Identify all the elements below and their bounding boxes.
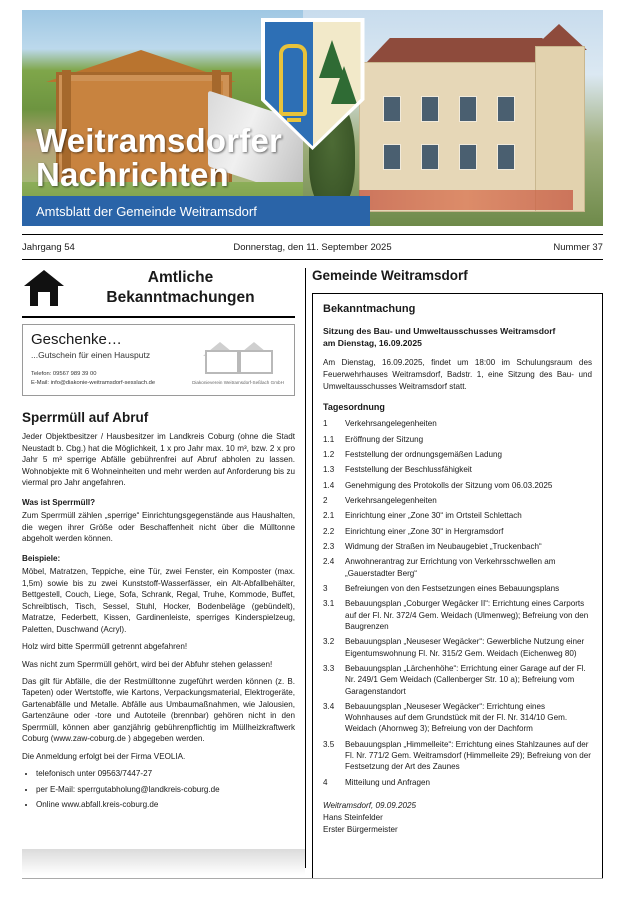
masthead-title-line2: Nachrichten — [36, 155, 229, 193]
agenda-list — [323, 418, 592, 788]
article-paragraph-3: Möbel, Matratzen, Teppiche, eine Tür, zwei Fenster, ein Komposter (max. 1,5m) sowie bis zu zwei Kunststoff-Wasserfässer, ein Alt-Abfallbehälter, Bettgestell, Couch, Liege, Sofa, Schrank, Regal, Truhe, Kommode, Buffet, Schreibtisch, Tisch, Sessel, Stuhl, Hocker, Bodenbeläge (gebündelt), Matratze, Federbett, Kissen, Gardinenleiste, sperriges Kinderspielzeug, Paletten, Duschwand (Acryl). — [22, 567, 295, 634]
window-icon — [383, 96, 401, 122]
agenda-item-text: Bebauungsplan „Neuseser Wegäcker“: Errichtung eines Wohnhauses auf dem Grundstück mit der Fl. Nr. 314/10 Gem. Weidach (Ahornweg 3); Befreiung von der Dachform — [345, 701, 568, 734]
agenda-item — [323, 480, 592, 491]
contact-option-online: Online www.abfall.kreis-coburg.de — [36, 799, 159, 809]
article-paragraph-6: Das gilt für Abfälle, die der Restmülltonne zugeführt werden können (z. B. Tapeten) oder Wertstoffe, wie Kartons, Verpackungsmaterial, Elektrogeräte, Gartenabfälle und Metalle. Abfälle aus Umbaumaßnahmen, wie Jalousien, Gartenzäune oder -tore und Autoteile (brennbar) gehören nicht in den Sperrmüll, können aber ganzjährig gebührenpflichtig im Müllheizkraftwerk Coburg (www.zaw-coburg.de ) abgegeben werden. — [22, 677, 295, 744]
right-column — [312, 268, 603, 868]
agenda-item — [323, 598, 592, 632]
official-announcements-title — [66, 268, 295, 308]
agenda-title: Tagesordnung — [323, 402, 385, 413]
agenda-item-number: 1.2 — [323, 449, 335, 459]
agenda-item-text: Eröffnung der Sitzung — [345, 434, 424, 444]
masthead — [22, 10, 603, 226]
agenda-item — [323, 418, 592, 429]
window-icon — [497, 144, 515, 170]
ad-text — [31, 331, 190, 389]
official-announcements-line2: Bekanntmachungen — [106, 289, 255, 307]
list-item — [36, 799, 295, 811]
meeting-title-line1: Sitzung des Bau- und Umweltausschusses Weitramsdorf — [323, 326, 556, 336]
issue-infobar — [22, 234, 603, 260]
agenda-item-text: Mitteilung und Anfragen — [345, 777, 431, 787]
agenda-item-number: 4 — [323, 777, 328, 787]
article-headline: Sperrmüll auf Abruf — [22, 410, 149, 426]
agenda-item-text: Anwohnerantrag zur Errichtung von Verkehrsschwellen am „Gauerstadter Berg“ — [345, 557, 556, 578]
agenda-item-number: 2.1 — [323, 511, 335, 521]
window-icon — [459, 144, 477, 170]
content-columns — [22, 268, 603, 868]
house-icon — [22, 268, 66, 308]
agenda-item-text: Bebauungsplan „Neuseser Wegäcker“: Gewerbliche Nutzung einer Eigentumswohnung Fl. Nr. 315/2 Gem. Weidach (Eichenweg 80) — [345, 637, 585, 658]
agenda-item-number: 1 — [323, 419, 328, 429]
agenda-item-number: 3.2 — [323, 637, 335, 647]
agenda-item — [323, 583, 592, 594]
agenda-item — [323, 636, 592, 659]
page-shadow — [22, 849, 305, 875]
article-paragraph-7: Die Anmeldung erfolgt bei der Firma VEOLIA. — [22, 751, 186, 761]
flower-box — [359, 190, 573, 210]
agenda-item-number: 1.1 — [323, 434, 335, 444]
agenda-item-text: Bebauungsplan „Coburger Wegäcker II“: Errichtung eines Carports auf der Fl. Nr. 372/4 Gem. Weidach (Ulmenweg); Befreiung von den Baugrenzen — [345, 599, 589, 631]
agenda-item — [323, 464, 592, 475]
window-icon — [497, 96, 515, 122]
signature-name: Hans Steinfelder — [323, 812, 383, 822]
ad-title: Geschenke… — [31, 331, 122, 349]
article-paragraph-5: Was nicht zum Sperrmüll gehört, wird bei der Abfuhr stehen gelassen! — [22, 659, 273, 669]
agenda-item — [323, 434, 592, 445]
agenda-item-text: Einrichtung einer „Zone 30“ in Hergramsdorf — [345, 526, 504, 536]
fir-tree-icon — [331, 66, 357, 104]
window-icon — [421, 96, 439, 122]
agenda-item — [323, 541, 592, 552]
masthead-subtitle: Amtsblatt der Gemeinde Weitramsdorf — [22, 196, 370, 226]
list-item — [36, 768, 295, 780]
agenda-item — [323, 526, 592, 537]
houses-logo-icon — [201, 336, 275, 378]
agenda-item-number: 2 — [323, 495, 328, 505]
article-paragraph-2: Zum Sperrmüll zählen „sperrige“ Einrichtungsgegenstände aus Haushalten, die wegen ihrer Größe oder Beschaffenheit nicht über die Mülltonne abgeholt werden können. — [22, 511, 295, 544]
municipality-heading: Gemeinde Weitramsdorf — [312, 268, 468, 283]
agenda-item — [323, 449, 592, 460]
announcement-subheading: Bekanntmachung — [323, 303, 416, 315]
agenda-item-number: 1.3 — [323, 465, 335, 475]
agenda-item — [323, 663, 592, 697]
official-announcements-line1: Amtliche — [147, 269, 214, 286]
agenda-item-text: Verkehrsangelegenheiten — [345, 495, 437, 505]
masthead-title-line1: Weitramsdorfer — [36, 122, 283, 159]
issue-date: Donnerstag, den 11. September 2025 — [233, 241, 392, 253]
ad-email: E-Mail: info@diakonie-weitramsdorf-sesslach.de — [31, 379, 156, 386]
agenda-item — [323, 495, 592, 506]
article-paragraph-4: Holz wird bitte Sperrmüll getrennt abgefahren! — [22, 642, 188, 652]
agenda-item — [323, 739, 592, 773]
list-item — [36, 784, 295, 796]
contact-option-email: per E-Mail: sperrgutabholung@landkreis-coburg.de — [36, 784, 220, 794]
agenda-item-text: Bebauungsplan „Himmelleite“: Errichtung eines Stahlzaunes auf der Fl. Nr. 771/2 Gem. Weitramsdorf (Himmelleite 29); Befreiung von der Festsetzung der Art des Zaunes — [345, 739, 591, 772]
official-announcements-header — [22, 268, 295, 318]
agenda-item — [323, 777, 592, 788]
window-icon — [459, 96, 477, 122]
agenda-item-number: 1.4 — [323, 480, 335, 490]
article-subheading-was-ist: Was ist Sperrmüll? — [22, 497, 96, 507]
announcement-box — [312, 293, 603, 879]
agenda-item-text: Einrichtung einer „Zone 30“ im Ortsteil Schlettach — [345, 511, 522, 521]
agenda-item-number: 3.4 — [323, 701, 335, 711]
agenda-item — [323, 701, 592, 735]
agenda-item-text: Genehmigung des Protokolls der Sitzung vom 06.03.2025 — [345, 480, 553, 490]
agenda-item-text: Feststellung der ordnungsgemäßen Ladung — [345, 449, 503, 459]
agenda-item-number: 3.3 — [323, 663, 335, 673]
agenda-item-text: Befreiungen von den Festsetzungen eines Bebauungsplans — [345, 583, 560, 593]
agenda-item-number: 2.4 — [323, 557, 335, 567]
agenda-item-number: 3.1 — [323, 599, 335, 609]
contact-options-list — [22, 768, 295, 810]
agenda-item — [323, 510, 592, 521]
window-icon — [383, 144, 401, 170]
column-divider — [305, 268, 306, 868]
window-icon — [421, 144, 439, 170]
signature-role: Erster Bürgermeister — [323, 824, 398, 834]
issue-number: Nummer 37 — [553, 241, 603, 253]
signature-place-date: Weitramsdorf, 09.09.2025 — [323, 801, 416, 811]
agenda-item-text: Feststellung der Beschlussfähigkeit — [345, 465, 472, 475]
agenda-item-number: 2.3 — [323, 541, 335, 551]
left-column — [22, 268, 305, 868]
ad-subtitle: ...Gutschein für einen Hausputz — [31, 350, 151, 361]
article-subheading-beispiele: Beispiele: — [22, 553, 61, 563]
meeting-title — [323, 325, 592, 349]
contact-option-phone: telefonisch unter 09563/7447-27 — [36, 769, 153, 779]
advertisement-box[interactable] — [22, 324, 295, 396]
masthead-title — [22, 118, 352, 195]
agenda-item-number: 2.2 — [323, 526, 335, 536]
house-tower — [535, 46, 585, 212]
footer-rule — [22, 878, 603, 879]
ad-logo-caption: Diakonieverein Weitramsdorf-Seßlach GmbH — [192, 379, 284, 385]
ad-phone: Telefon: 09567 989 39 00 — [31, 371, 97, 378]
agenda-item — [323, 556, 592, 579]
meeting-intro: Am Dienstag, 16.09.2025, findet um 18:00 im Schulungsraum des Feuerwehrhauses Weitramsdorf, Badstr. 1, eine Sitzung des Bau- und Umweltausschusses Weitramsdorf statt. — [323, 358, 592, 391]
agenda-item-number: 3 — [323, 583, 328, 593]
agenda-item-text: Verkehrsangelegenheiten — [345, 419, 437, 429]
key-icon — [279, 44, 307, 116]
issue-volume: Jahrgang 54 — [22, 241, 75, 253]
agenda-item-text: Bebauungsplan „Lärchenhöhe“: Errichtung einer Garage auf der Fl. Nr. 249/1 Gem Weidach (Callenberger Str. 10 a); Befreiung vom Garagenstandort — [345, 663, 586, 696]
article-paragraph-1: Jeder Objektbesitzer / Hausbesitzer im Landkreis Coburg (ohne die Stadt Neustadt b. Cbg.) hat die Möglichkeit, 1 x pro Jahr max. 10 m³, bzw. 2 x pro Jahr 5 m³ sperrige Abfälle gebührenfrei auf Abruf abholen zu lassen. Wohnobjekte mit 6 Wohneinheiten und mehr werden auf Anforderung bis zu viermal pro Jahr angefahren. — [22, 432, 295, 488]
signature-block — [323, 800, 592, 835]
ad-logo — [190, 331, 286, 389]
meeting-title-line2: am Dienstag, 16.09.2025 — [323, 338, 422, 349]
agenda-item-text: Widmung der Straßen im Neubaugebiet „Truckenbach“ — [345, 541, 542, 551]
agenda-item-number: 3.5 — [323, 739, 335, 749]
